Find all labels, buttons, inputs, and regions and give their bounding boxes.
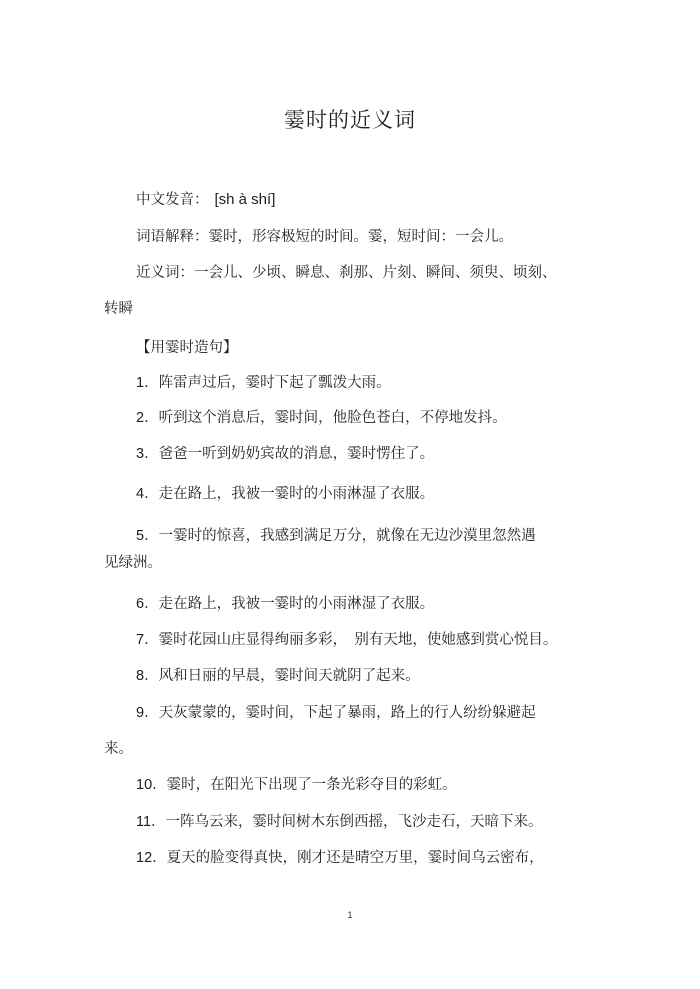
sentence-number: 4．	[136, 486, 159, 502]
sentence-text: 听到这个消息后，霎时间，他脸色苍白，不停地发抖。	[158, 410, 507, 426]
document-title: 霎时的近义词	[284, 108, 416, 132]
sentence-item	[136, 703, 536, 723]
sentence-number: 10．	[136, 777, 167, 793]
sentence-item	[136, 666, 420, 686]
sentence-continuation: 见绿洲。	[104, 555, 162, 571]
pronunciation-label: 中文发音：	[136, 192, 209, 208]
synonyms-line-continued: 转瞬	[104, 301, 133, 317]
sentence-item	[136, 526, 536, 546]
sentence-text: 风和日丽的早晨，霎时间天就阴了起来。	[158, 668, 420, 684]
synonyms-line: 近义词：一会儿、少顷、瞬息、刹那、片刻、瞬间、须臾、顷刻、	[136, 265, 557, 281]
sentence-text: 天灰蒙蒙的，霎时间，下起了暴雨，路上的行人纷纷躲避起	[158, 705, 536, 721]
sentence-number: 3．	[136, 446, 159, 462]
sentence-text: 走在路上，我被一霎时的小雨淋湿了衣服。	[158, 486, 435, 502]
sentence-item	[136, 594, 434, 614]
sentence-number: 6．	[136, 596, 159, 612]
sentence-number: 8．	[136, 668, 159, 684]
page-number: 1	[347, 910, 353, 920]
sentence-number: 7．	[136, 632, 159, 648]
sentence-text: 霎时花园山庄显得绚丽多彩， 别有天地，使她感到赏心悦目。	[158, 632, 558, 648]
pronunciation-value: [sh à shí]	[214, 191, 276, 208]
section-heading: 【用霎时造句】	[136, 340, 238, 356]
sentence-item	[136, 444, 434, 464]
sentence-text: 走在路上，我被一霎时的小雨淋湿了衣服。	[158, 596, 435, 612]
sentence-number: 2．	[136, 410, 159, 426]
sentence-text: 一霎时的惊喜，我感到满足万分，就像在无边沙漠里忽然遇	[158, 528, 536, 544]
sentence-text: 阵雷声过后，霎时下起了瓢泼大雨。	[158, 375, 391, 391]
sentence-text: 霎时，在阳光下出现了一条光彩夺目的彩虹。	[166, 777, 457, 793]
sentence-item	[136, 848, 544, 868]
sentence-number: 1．	[136, 375, 159, 391]
sentence-text: 爸爸一听到奶奶宾故的消息，霎时愣住了。	[158, 446, 435, 462]
sentence-item	[136, 775, 457, 795]
sentence-number: 11．	[136, 814, 166, 830]
sentence-text: 夏天的脸变得真快，刚才还是晴空万里，霎时间乌云密布，	[166, 850, 544, 866]
sentence-item	[136, 812, 543, 832]
sentence-number: 9．	[136, 705, 159, 721]
definition-line: 词语解释：霎时，形容极短的时间。霎，短时间：一会儿。	[136, 229, 513, 245]
sentence-continuation: 来。	[104, 741, 133, 757]
pronunciation-line	[136, 190, 275, 210]
sentence-number: 12．	[136, 850, 167, 866]
sentence-item	[136, 408, 507, 428]
sentence-item	[136, 484, 434, 504]
sentence-number: 5．	[136, 528, 159, 544]
sentence-text: 一阵乌云来，霎时间树木东倒西摇，飞沙走石，天暗下来。	[165, 814, 543, 830]
sentence-item	[136, 630, 557, 650]
sentence-item	[136, 373, 391, 393]
